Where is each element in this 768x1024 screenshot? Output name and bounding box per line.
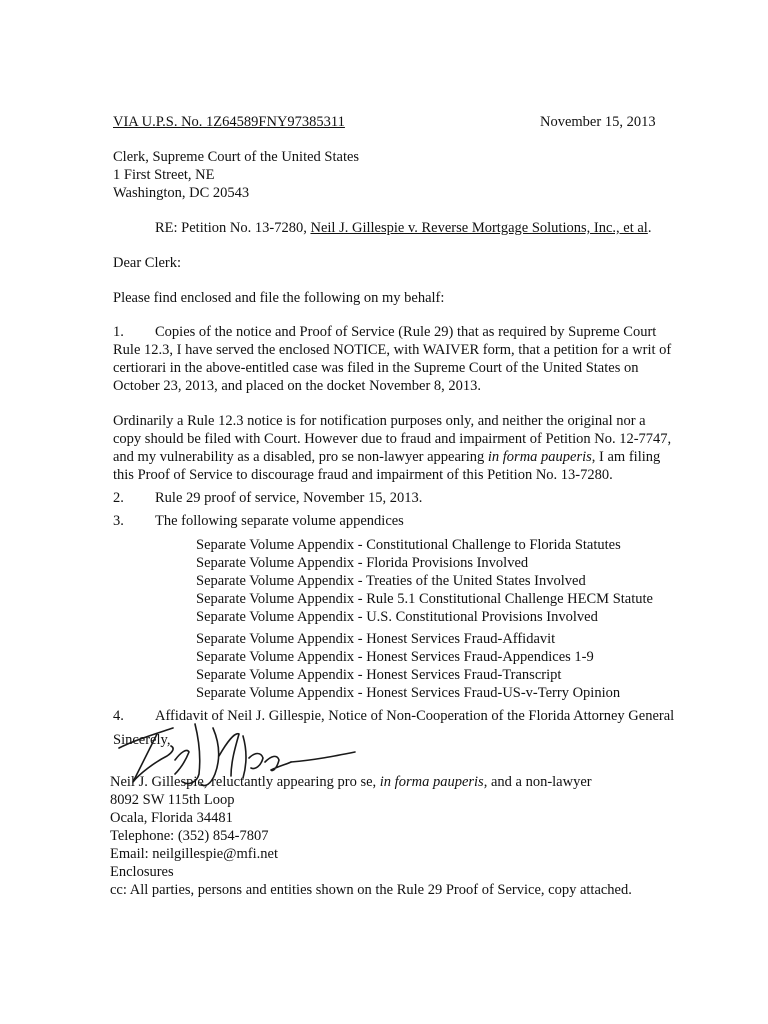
para-line-4: this Proof of Service to discourage fraud and impairment of this Petition No. 13-7280. — [113, 467, 613, 483]
appendix-item: Separate Volume Appendix - U.S. Constitutional Provisions Involved — [196, 609, 598, 625]
para-line-2: copy should be filed with Court. However due to fraud and impairment of Petition No. 12-7747, — [113, 431, 672, 447]
intro-line: Please find enclosed and file the following on my behalf: — [113, 290, 445, 306]
appendix-item: Separate Volume Appendix - Constitutional Challenge to Florida Statutes — [196, 537, 621, 553]
para-line-1: Ordinarily a Rule 12.3 notice is for notification purposes only, and neither the original nor a — [113, 413, 646, 429]
signer-address-1: 8092 SW 115th Loop — [110, 792, 235, 808]
item-2-text: Rule 29 proof of service, November 15, 2013. — [155, 490, 423, 506]
para-line-3-italic: in forma pauperis — [487, 449, 592, 465]
item-1-line-1: Copies of the notice and Proof of Service (Rule 29) that as required by Supreme Court — [155, 324, 657, 340]
re-suffix: . — [647, 220, 652, 236]
address-line-2: 1 First Street, NE — [113, 167, 215, 183]
item-1-line-4: October 23, 2013, and placed on the docket November 8, 2013. — [113, 378, 482, 394]
para-line-3-c: , I am filing — [591, 449, 661, 465]
signer-phone: Telephone: (352) 854-7807 — [110, 828, 269, 844]
item-1-number: 1. — [113, 324, 124, 340]
item-4-text: Affidavit of Neil J. Gillespie, Notice of Non-Cooperation of the Florida Attorney General — [155, 708, 675, 724]
address-line-3: Washington, DC 20543 — [113, 185, 250, 201]
signer-name: Neil J. Gillespie, reluctantly appearing pro se, — [110, 774, 380, 790]
signer-email: Email: neilgillespie@mfi.net — [110, 846, 278, 862]
appendix-item: Separate Volume Appendix - Treaties of the United States Involved — [196, 573, 586, 589]
appendix-item: Separate Volume Appendix - Florida Provisions Involved — [196, 555, 529, 571]
closing: Sincerely, — [113, 732, 171, 748]
letter-date: November 15, 2013 — [540, 114, 656, 130]
para-line-3 — [113, 448, 660, 466]
appendix-item: Separate Volume Appendix - Honest Services Fraud-US-v-Terry Opinion — [196, 685, 621, 701]
address-line-1: Clerk, Supreme Court of the United States — [113, 149, 360, 165]
item-4-number: 4. — [113, 708, 124, 724]
signer-status-italic: in forma pauperis — [379, 774, 484, 790]
cc-line: cc: All parties, persons and entities shown on the Rule 29 Proof of Service, copy attached. — [110, 882, 632, 898]
re-case-name: Neil J. Gillespie v. Reverse Mortgage Solutions, Inc., et al — [310, 220, 648, 236]
item-2-number: 2. — [113, 490, 124, 506]
re-line — [155, 219, 651, 237]
appendix-item: Separate Volume Appendix - Honest Services Fraud-Affidavit — [196, 631, 556, 647]
signer-name-line — [110, 773, 592, 791]
appendix-item: Separate Volume Appendix - Honest Services Fraud-Appendices 1-9 — [196, 649, 594, 665]
item-1-line-2: Rule 12.3, I have served the enclosed NOTICE, with WAIVER form, that a petition for a writ of — [113, 342, 672, 358]
appendix-item: Separate Volume Appendix - Honest Services Fraud-Transcript — [196, 667, 562, 683]
re-prefix: RE: Petition No. 13-7280, — [155, 220, 311, 236]
via-tracking-line: VIA U.P.S. No. 1Z64589FNY97385311 — [113, 114, 345, 130]
item-1-line-3: certiorari in the above-entitled case was filed in the Supreme Court of the United States on — [113, 360, 639, 376]
item-3-text: The following separate volume appendices — [155, 513, 404, 529]
para-line-3-a: and my vulnerability as a disabled, pro se non-lawyer appearing — [113, 449, 488, 465]
signer-address-2: Ocala, Florida 34481 — [110, 810, 233, 826]
enclosures-label: Enclosures — [110, 864, 174, 880]
salutation: Dear Clerk: — [113, 255, 182, 271]
item-3-number: 3. — [113, 513, 124, 529]
signer-status-rest: , and a non-lawyer — [483, 774, 592, 790]
appendix-item: Separate Volume Appendix - Rule 5.1 Constitutional Challenge HECM Statute — [196, 591, 653, 607]
